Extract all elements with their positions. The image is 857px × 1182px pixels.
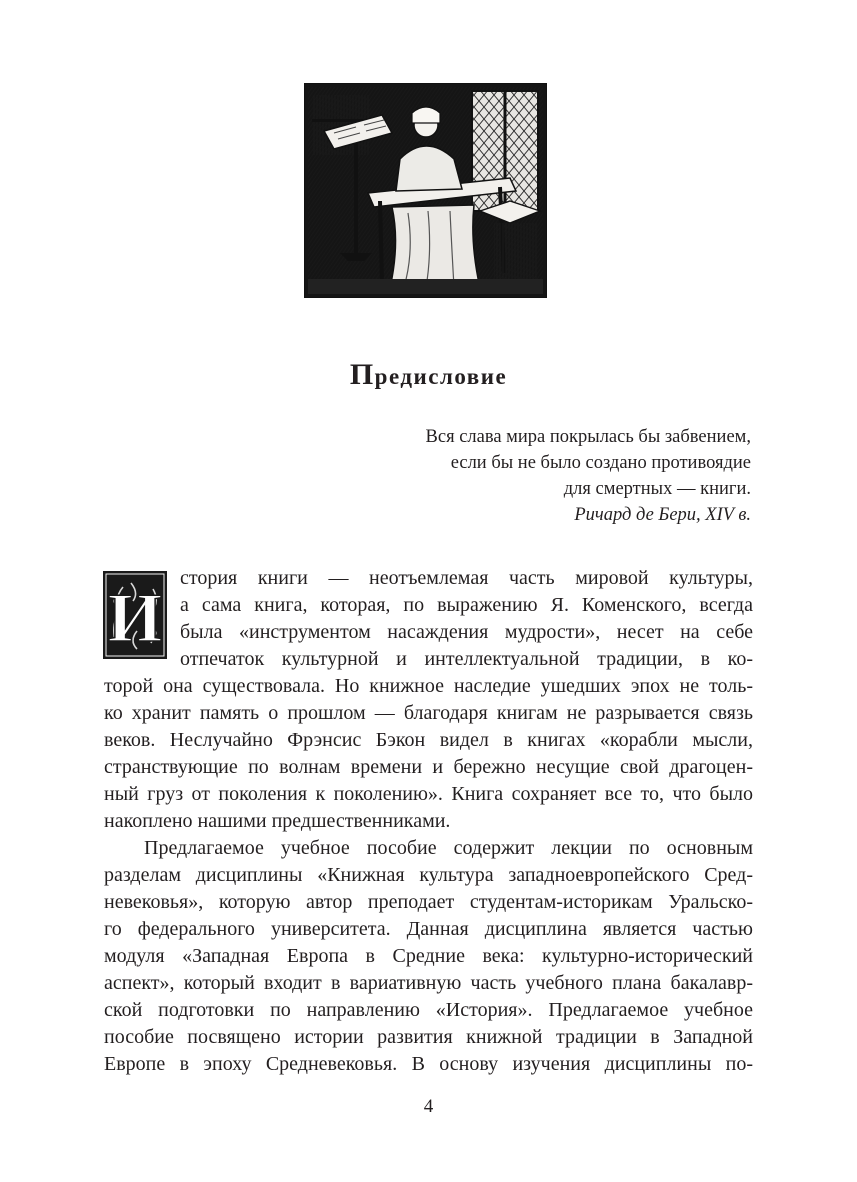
body-line: ко хранит память о прошлом — благодаря книгам не разрывается связь — [104, 702, 753, 724]
body-line: Европе в эпоху Средневековья. В основу изучения дисциплины по- — [104, 1053, 753, 1075]
body-line: веков. Неслучайно Фрэнсис Бэкон видел в книгах «корабли мысли, — [104, 729, 753, 751]
page-title-rest: редисловие — [374, 364, 508, 389]
epigraph-line: если бы не было создано противоядие — [450, 453, 751, 473]
body-line: невековья», которую автор преподает студентам-историкам Уральско- — [104, 891, 753, 913]
epigraph-line: для смертных — книги. — [563, 479, 751, 499]
body-line: была «инструментом насаждения мудрости», несет на себе — [180, 621, 753, 643]
body-line: пособие посвящено истории развития книжной традиции в Западной — [104, 1026, 753, 1048]
epigraph-line: Вся слава мира покрылась бы забвением, — [425, 427, 751, 447]
body-line: разделам дисциплины «Книжная культура западноевропейского Сред- — [104, 864, 753, 886]
body-line: ный груз от поколения к поколению». Книга сохраняет все то, что было — [104, 783, 753, 805]
body-line: отпечаток культурной и интеллектуальной традиции, в ко- — [180, 648, 753, 670]
page-title — [0, 358, 857, 392]
body-line: стория книги — неотъемлемая часть мировой культуры, — [180, 567, 753, 589]
drop-cap — [103, 571, 167, 659]
scribe-illustration — [304, 83, 547, 298]
body-line: а сама книга, которая, по выражению Я. Коменского, всегда — [180, 594, 753, 616]
epigraph — [426, 424, 751, 528]
body-line: Предлагаемое учебное пособие содержит лекции по основным — [144, 837, 753, 859]
body-line: модуля «Западная Европа в Средние века: культурно-исторический — [104, 945, 753, 967]
drop-cap-letter: И — [107, 580, 163, 657]
body-line: странствующие по волнам времени и бережно несущие свой драгоцен- — [104, 756, 753, 778]
page-number: 4 — [423, 1096, 434, 1117]
body-line: торой она существовала. Но книжное наследие ушедших эпох не толь- — [104, 675, 753, 697]
body-line: ской подготовки по направлению «История». Предлагаемое учебное — [104, 999, 753, 1021]
epigraph-author: Ричард де Бери, XIV в. — [574, 505, 751, 525]
body-line: аспект», который входит в вариативную часть учебного плана бакалавр- — [104, 972, 753, 994]
page-title-initial: П — [349, 358, 375, 391]
body-line: накоплено нашими предшественниками. — [104, 810, 451, 832]
body-line: го федерального университета. Данная дисциплина является частью — [104, 918, 753, 940]
